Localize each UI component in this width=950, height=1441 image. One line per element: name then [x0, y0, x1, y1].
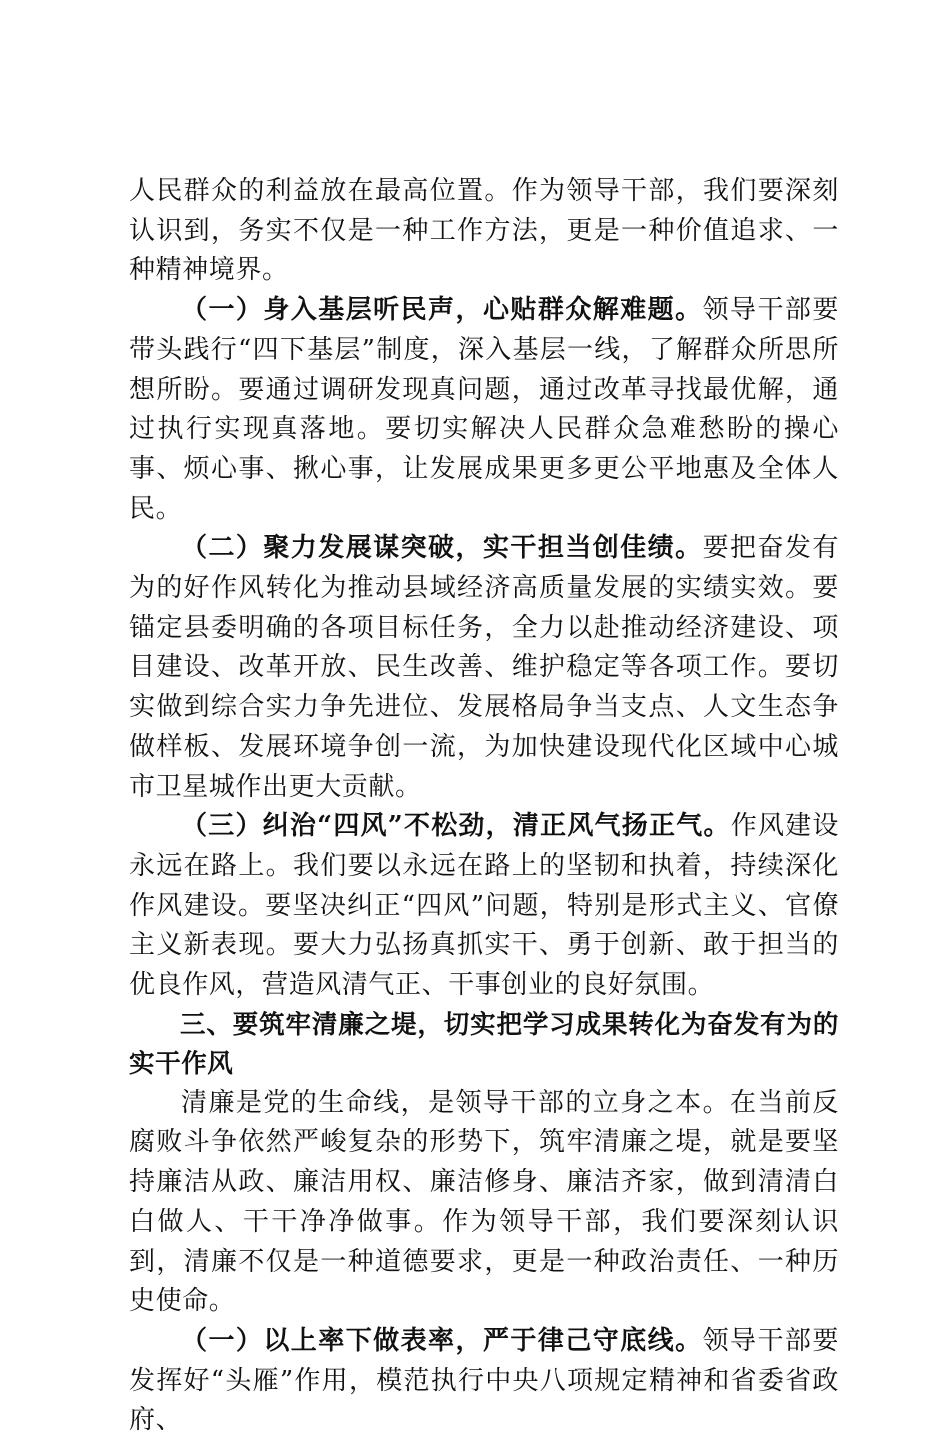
document-body [129, 172, 839, 1441]
subsection-lead: （一）以上率下做表率，严于律己守底线。 [181, 1325, 703, 1356]
paragraph-text: 人民群众的利益放在最高位置。作为领导干部，我们要深刻认识到，务实不仅是一种工作方法，更是一种价值追求、一种精神境界。 [129, 176, 839, 286]
paragraph-text: 领导干部要发挥好“头雁”作用，模范执行中央八项规定精神和省委省政府、 [129, 1325, 839, 1436]
subsection-lead: （一）身入基层听民声，心贴群众解难题。 [181, 295, 703, 326]
subsection-lead: （三）纠治“四风”不松劲，清正风气扬正气。 [181, 811, 731, 842]
paragraph-text: 清廉是党的生命线，是领导干部的立身之本。在当前反腐败斗争依然严峻复杂的形势下，筑牢清廉之堤，就是要坚持廉洁从政、廉洁用权、廉洁修身、廉洁齐家，做到清清白白做人、干干净净做事。作为领导干部，我们要深刻认识到，清廉不仅是一种道德要求，更是一种政治责任、一种历史使命。 [129, 1087, 839, 1317]
paragraph-continued [129, 172, 839, 291]
paragraph-text: 领导干部要带头践行“四下基层”制度，深入基层一线，了解群众所思所想所盼。要通过调研发现真问题，通过改革寻找最优解，通过执行实现真落地。要切实解决人民群众急难愁盼的操心事、烦心事、揪心事，让发展成果更多更公平地惠及全体人民。 [129, 295, 839, 524]
paragraph-subsection-3 [129, 807, 839, 1006]
section-heading: 三、要筑牢清廉之堤，切实把学习成果转化为奋发有为的实干作风 [129, 1009, 839, 1079]
paragraph-text: 作风建设永远在路上。我们要以永远在路上的坚韧和执着，持续深化作风建设。要坚决纠正“四风”问题，特别是形式主义、官僚主义新表现。要大力弘扬真抓实干、勇于创新、敢于担当的优良作风，营造风清气正、干事创业的良好氛围。 [129, 811, 840, 1001]
paragraph-section-intro [129, 1084, 839, 1322]
paragraph-subsection-1 [129, 291, 839, 529]
paragraph-text: 要把奋发有为的好作风转化为推动县域经济高质量发展的实绩实效。要锚定县委明确的各项目标任务，全力以赴推动经济建设、项目建设、改革开放、民生改善、维护稳定等各项工作。要切实做到综合实力争先进位、发展格局争当支点、人文生态争做样板、发展环境争创一流，为加快建设现代化区域中心城市卫星城作出更大贡献。 [129, 533, 839, 802]
paragraph-subsection-4 [129, 1322, 839, 1441]
paragraph-subsection-2 [129, 529, 839, 807]
subsection-lead: （二）聚力发展谋突破，实干担当创佳绩。 [181, 533, 703, 564]
